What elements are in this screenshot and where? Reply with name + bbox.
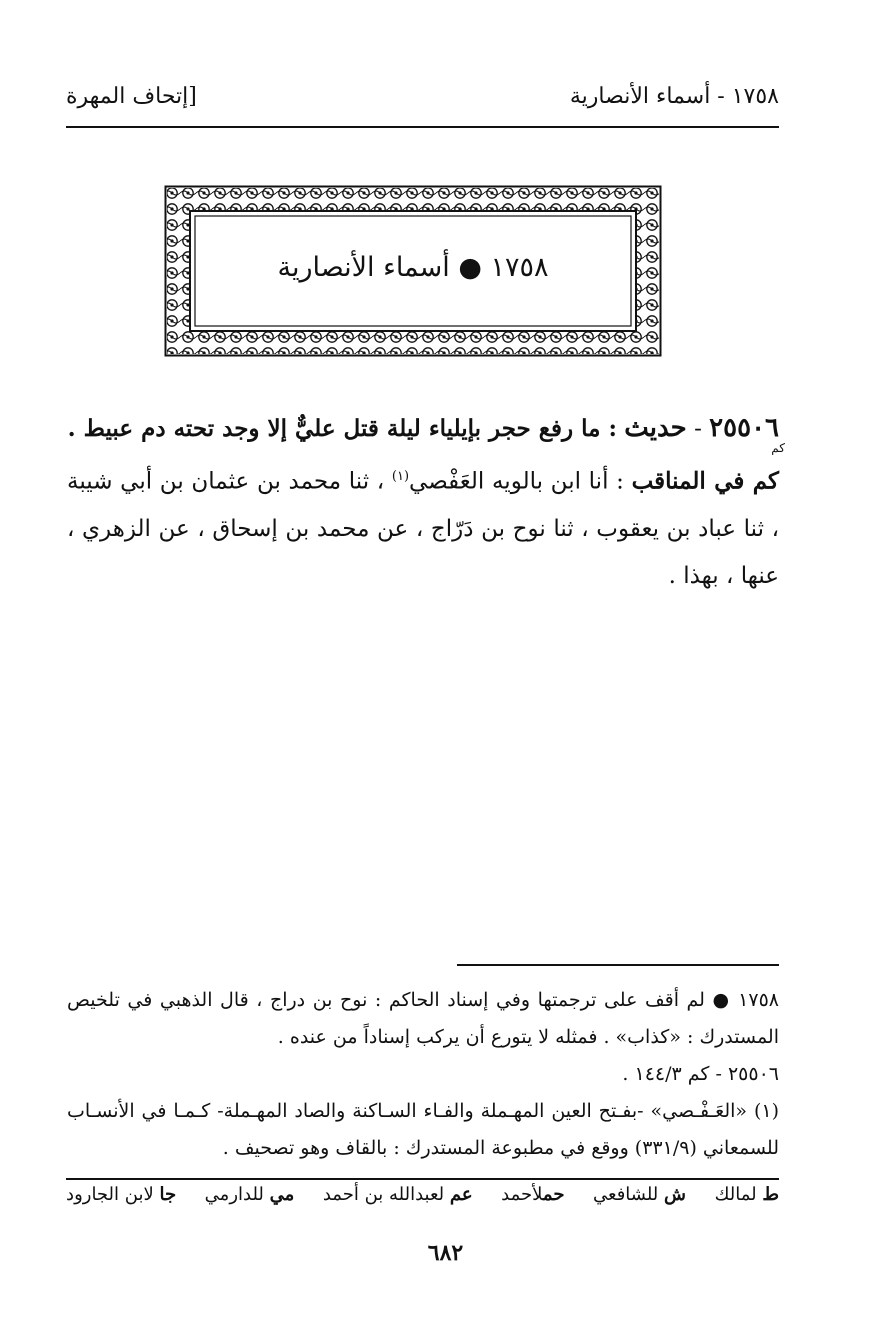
footnote-chapter: ١٧٥٨ ● لم أقف على ترجمتها وفي إسناد الحاكم : نوح بن دراج ، قال الذهبي في تلخيص المستدرك : «كذاب» . فمثله لا يتورع أن يركب إسناداً من عنده . xyxy=(67,989,779,1048)
legend-item: حملأحمد xyxy=(501,1184,565,1205)
hadith-isnad-part2: ، ثنا محمد بن عثمان بن أبي شيبة ، ثنا عباد بن يعقوب ، ثنا نوح بن دَرّاج ، عن محمد بن إسحاق ، عن الزهري ، عنها ، بهذا . xyxy=(67,468,779,589)
hadith-entry: ٢٥٥٠٦ - حديث : ما رفع حجر بإيلياء ليلة قتل عليٌّ إلا وجد تحته دم عبيط . كم في المناقب : أنا ابن بالويه العَفْصي$^{(١)}$ ، ثنا محمد بن عثمان بن أبي شيبة ، ثنا عباد بن يعقوب ، ثنا نوح بن دَرّاج ، عن محمد بن إسحاق ، عن الزهري ، عنها ، بهذا . xyxy=(67,413,779,589)
legend-item: جا لابن الجارود xyxy=(66,1184,177,1205)
hadith-source: كم في المناقب xyxy=(631,467,779,495)
hadith-keyword: حديث xyxy=(624,413,687,443)
legend-item: ط لمالك xyxy=(714,1184,779,1205)
running-header-chapter: ١٧٥٨ - أسماء الأنصارية xyxy=(569,84,779,109)
hadith-isnad-part1: : أنا ابن بالويه العَفْصي xyxy=(409,468,624,495)
page-number: ٦٨٢ xyxy=(427,1240,464,1266)
footnote-divider xyxy=(457,964,779,966)
sigla-legend xyxy=(66,1184,779,1205)
hadith-number: ٢٥٥٠٦ xyxy=(709,413,779,443)
legend-item: مي للدارمي xyxy=(204,1184,295,1205)
running-header-book: [إتحاف المهرة xyxy=(66,84,197,109)
footnotes xyxy=(67,982,779,1167)
footnote-hadith-ref: ٢٥٥٠٦ - كم ١٤٤/٣ . xyxy=(622,1063,779,1085)
legend-divider xyxy=(66,1178,779,1180)
hadith-matn: : ما رفع حجر بإيلياء ليلة قتل عليٌّ إلا وجد تحته دم عبيط . xyxy=(67,415,617,442)
sigla-marginal-mark: كم xyxy=(771,441,785,455)
legend-item: عم لعبدالله بن أحمد xyxy=(322,1184,473,1205)
legend-item: ش للشافعي xyxy=(593,1184,687,1205)
footnote-reference: (١) xyxy=(391,469,410,484)
footnote-1: (١) «العَـفْـصي» -بفـتح العين المهـملة والفـاء السـاكنة والصاد المهـملة- كـمـا في الأنسـاب للسمعاني (٣٣١/٩) ووقع في مطبوعة المستدرك : بالقاف وهو تصحيف . xyxy=(67,1100,779,1159)
header-divider xyxy=(66,126,779,128)
chapter-title: ١٧٥٨ ● أسماء الأنصارية xyxy=(277,252,549,283)
